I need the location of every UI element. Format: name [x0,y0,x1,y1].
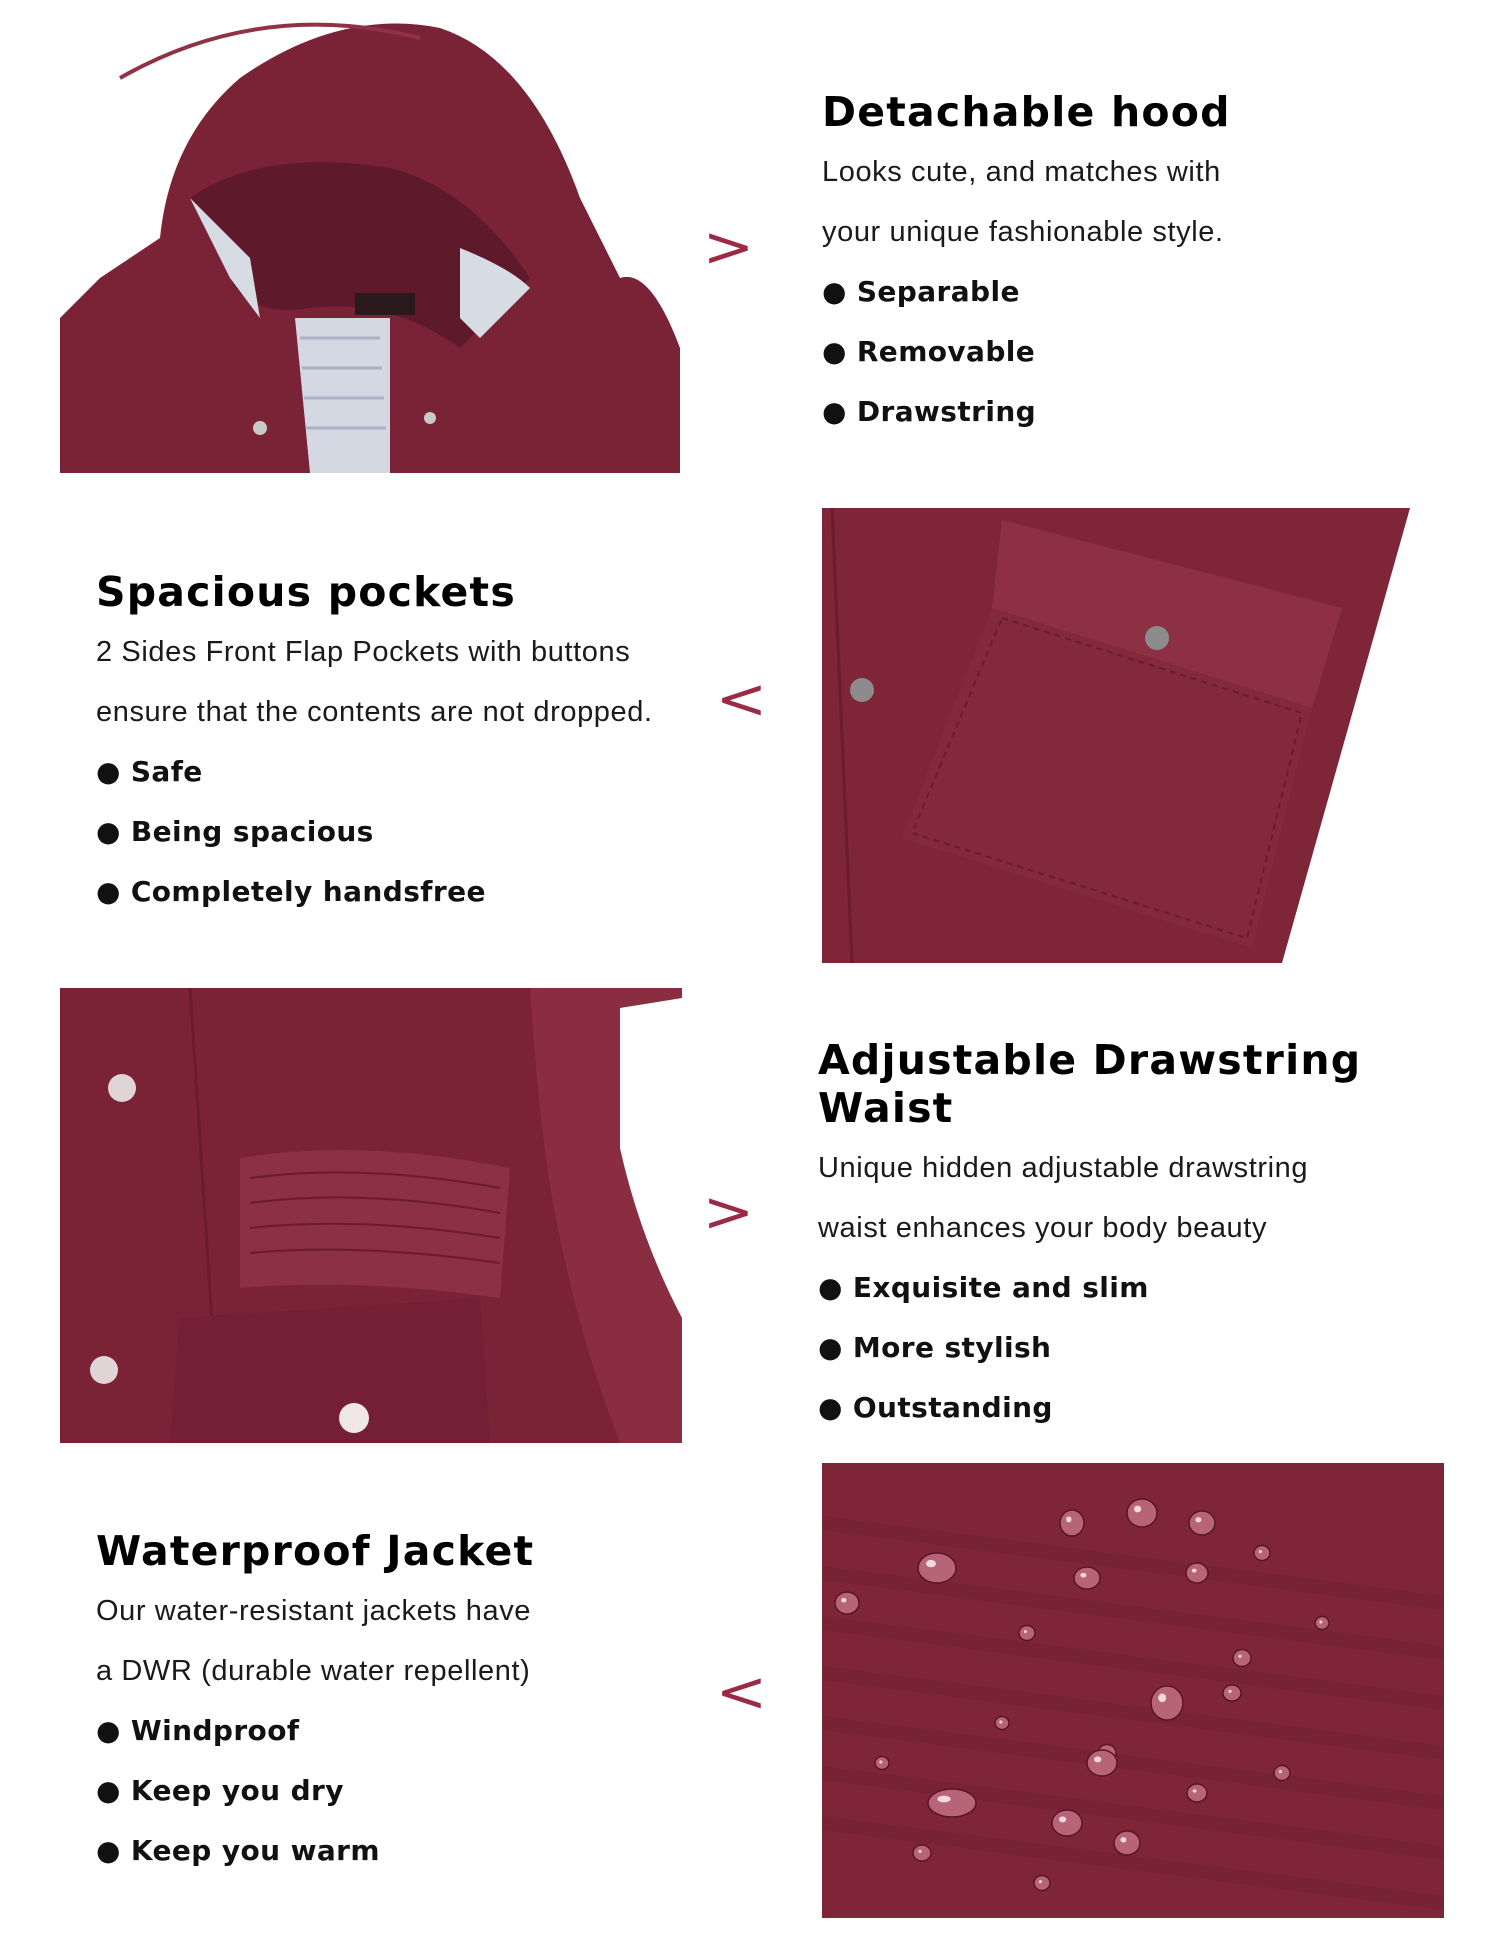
water-drop-highlight [926,1560,936,1567]
section-title: Detachable hood [822,88,1231,136]
section-description: Looks cute, and matches with your unique fashionable style. [822,156,1224,248]
water-drop-highlight [1193,1789,1197,1792]
list-item: ● Drawstring [822,395,1037,428]
water-drop-highlight [1192,1569,1197,1573]
feature-list [822,262,1462,442]
water-drop-highlight [999,1721,1002,1724]
list-item: ● Keep you warm [96,1834,380,1867]
left-arrow-icon: < [715,1660,768,1725]
water-drop-highlight [1094,1756,1101,1762]
water-drop-highlight [1238,1655,1241,1658]
bullet-icon: ● [96,755,121,788]
section-hood [822,88,1462,442]
bullet-icon: ● [822,335,847,368]
section-waterproof [96,1527,736,1881]
bullet-icon: ● [818,1271,843,1304]
section-title: Adjustable Drawstring Waist [818,1036,1362,1132]
hood-photo [60,18,680,473]
water-drop-highlight [1039,1880,1042,1883]
list-item: ● Windproof [96,1714,300,1747]
water-drop-highlight [879,1761,882,1764]
water-drop-highlight [1279,1770,1282,1773]
water-drop-highlight [841,1598,846,1603]
water-drop-highlight [1134,1506,1141,1513]
water-drop [1315,1617,1329,1630]
bullet-icon: ● [818,1391,843,1424]
section-waist [818,1036,1498,1438]
list-item: ● Separable [822,275,1020,308]
water-drop [995,1717,1009,1730]
waist-illustration [60,988,682,1443]
bullet-icon: ● [818,1331,843,1364]
water-drop [835,1592,859,1614]
water-drop [875,1757,889,1770]
water-drops-photo [822,1463,1444,1918]
water-drop-highlight [1195,1517,1201,1522]
section-pockets [96,568,736,922]
water-drop [1151,1686,1183,1720]
list-item: ● Keep you dry [96,1774,344,1807]
feature-list [96,1701,736,1881]
list-item: ● Outstanding [818,1391,1053,1424]
left-arrow-icon: < [715,667,768,732]
list-item: ● Being spacious [96,815,374,848]
water-drop [1127,1499,1157,1527]
section-title: Spacious pockets [96,568,516,616]
water-drop [928,1789,976,1817]
water-drop [1074,1567,1100,1589]
feature-list [818,1258,1498,1438]
water-drop [913,1845,931,1861]
list-item: ● Completely handsfree [96,875,486,908]
water-drop [1233,1650,1251,1667]
water-drops-illustration [822,1463,1444,1918]
water-drop-highlight [1066,1516,1071,1522]
water-drop [1274,1766,1290,1781]
bullet-icon: ● [96,1834,121,1867]
right-arrow-icon: > [702,215,755,280]
water-drop [1223,1685,1241,1701]
water-drop-highlight [1228,1690,1231,1693]
water-drop [1187,1784,1207,1802]
water-drop-highlight [1158,1693,1166,1702]
hood-illustration [60,18,680,473]
water-drop [918,1553,956,1583]
bullet-icon: ● [96,815,121,848]
section-description: Our water-resistant jackets have a DWR (durable water repellent) [96,1595,532,1687]
water-drop-highlight [937,1796,950,1803]
bullet-icon: ● [822,395,847,428]
section-description: 2 Sides Front Flap Pockets with buttons ensure that the contents are not dropped. [96,636,653,728]
water-drop [1019,1626,1035,1641]
bullet-icon: ● [822,275,847,308]
water-drop [1060,1510,1084,1536]
water-drop [1087,1750,1117,1776]
list-item: ● Removable [822,335,1036,368]
water-drop-highlight [1259,1550,1262,1553]
water-drop [1114,1831,1140,1855]
water-drop [1186,1563,1208,1583]
bullet-icon: ● [96,1774,121,1807]
pocket-photo [822,508,1410,963]
water-drop-highlight [1024,1630,1027,1633]
water-drop-highlight [1080,1573,1086,1578]
water-drop [1034,1876,1050,1891]
bullet-icon: ● [96,1714,121,1747]
feature-list [96,742,736,922]
water-drop [1254,1546,1270,1561]
right-arrow-icon: > [702,1180,755,1245]
bullet-icon: ● [96,875,121,908]
water-drop-highlight [918,1850,921,1853]
list-item: ● Exquisite and slim [818,1271,1149,1304]
water-drop [1052,1810,1082,1836]
waist-photo [60,988,682,1443]
water-drop-highlight [1120,1837,1126,1842]
list-item: ● Safe [96,755,203,788]
section-description: Unique hidden adjustable drawstring waist enhances your body beauty [818,1152,1309,1244]
water-drop [1189,1511,1215,1535]
water-drop-highlight [1059,1816,1066,1822]
water-drop-highlight [1319,1621,1322,1624]
section-title: Waterproof Jacket [96,1527,535,1575]
list-item: ● More stylish [818,1331,1052,1364]
pocket-illustration [822,508,1410,963]
